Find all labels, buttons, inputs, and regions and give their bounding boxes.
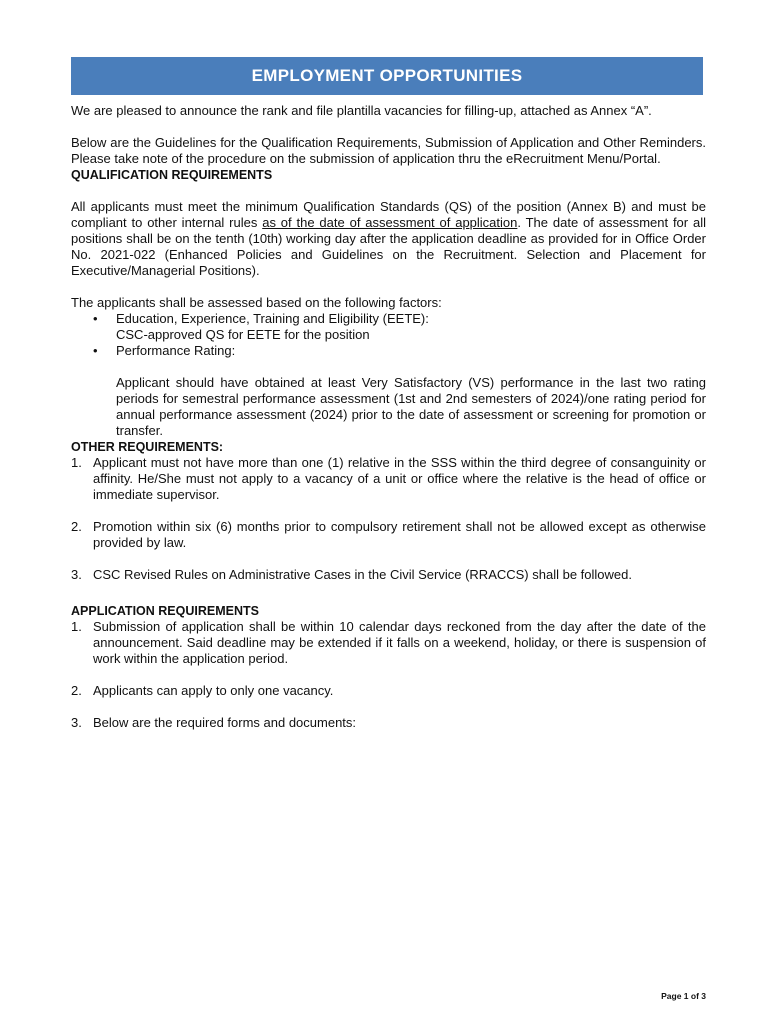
bullet-marker: • [93, 311, 98, 326]
factor-detail: Applicant should have obtained at least Very Satisfactory (VS) performance in the last two rating periods for semestral performance assessment (1st and 2nd semesters of 2024)/one rating period for annual performance assessment (2024) prior to the date of assessment or screening for promotion or transfer. [116, 375, 706, 438]
item-number: 2. [71, 519, 82, 534]
assessment-factors-list [71, 311, 706, 343]
other-requirements-list [71, 455, 706, 583]
other-requirements-heading: OTHER REQUIREMENTS: [71, 440, 224, 454]
assessment-factors-intro: The applicants shall be assessed based on the following factors: [71, 295, 442, 310]
item-text: Below are the required forms and documents: [93, 715, 357, 730]
factor-title: Education, Experience, Training and Eligibility (EETE): [116, 311, 429, 326]
list-item [71, 311, 706, 343]
item-text: Applicant must not have more than one (1) relative in the SSS within the third degree of consanguinity or affinity. He/She must not apply to a vacancy of a unit or office where the relative is the head of office or immediate supervisor. [93, 455, 706, 502]
factor-detail: CSC-approved QS for EETE for the position [116, 327, 370, 342]
page-title-banner [71, 57, 703, 95]
item-number: 1. [71, 619, 82, 634]
document-body [71, 103, 706, 731]
list-item [71, 715, 706, 731]
list-item [71, 683, 706, 699]
item-text: Applicants can apply to only one vacancy. [93, 683, 334, 698]
list-item [71, 519, 706, 551]
qualification-text-start: All applicants must meet the minimum Qualification Standards (QS) of the position (Annex B) and must be compliant to other internal rules [71, 199, 706, 230]
item-text: CSC Revised Rules on Administrative Cases in the Civil Service (RRACCS) shall be followed. [93, 567, 632, 582]
application-requirements-heading: APPLICATION REQUIREMENTS [71, 604, 259, 618]
intro-paragraph-1: We are pleased to announce the rank and file plantilla vacancies for filling-up, attached as Annex “A”. [71, 103, 652, 118]
qualification-underlined-text: as of the date of assessment of application [262, 215, 518, 230]
factor-title: Performance Rating: [116, 343, 236, 358]
bullet-marker: • [93, 343, 98, 358]
item-number: 2. [71, 683, 82, 698]
item-text: Promotion within six (6) months prior to compulsory retirement shall not be allowed except as otherwise provided by law. [93, 519, 706, 550]
qualification-paragraph [71, 199, 706, 279]
list-item [71, 455, 706, 503]
item-number: 3. [71, 715, 82, 730]
page-number: Page 1 of 3 [661, 991, 706, 1001]
qualification-text-end: . The date of assessment for all positions shall be on the tenth (10th) working day after the application deadline as provided for in Office Order No. 2021-022 (Enhanced Policies and Guidelines on the Recruitment. Selection and Placement for Executive/Managerial Positions). [71, 215, 706, 278]
list-item [71, 567, 706, 583]
item-number: 3. [71, 567, 82, 582]
list-item [71, 343, 706, 359]
list-item [71, 619, 706, 667]
item-text: Submission of application shall be within 10 calendar days reckoned from the day after the date of the announcement. Said deadline may be extended if it falls on a weekend, holiday, or there is suspension of work within the application period. [93, 619, 706, 666]
application-requirements-list [71, 619, 706, 731]
intro-paragraph-2: Below are the Guidelines for the Qualification Requirements, Submission of Application and Other Reminders. Please take note of the procedure on the submission of application thru the eRecruitment Menu/Portal. [71, 135, 706, 166]
page-title: EMPLOYMENT OPPORTUNITIES [251, 66, 523, 85]
item-number: 1. [71, 455, 82, 470]
assessment-factors-list [71, 343, 706, 359]
qualification-heading: QUALIFICATION REQUIREMENTS [71, 168, 273, 182]
